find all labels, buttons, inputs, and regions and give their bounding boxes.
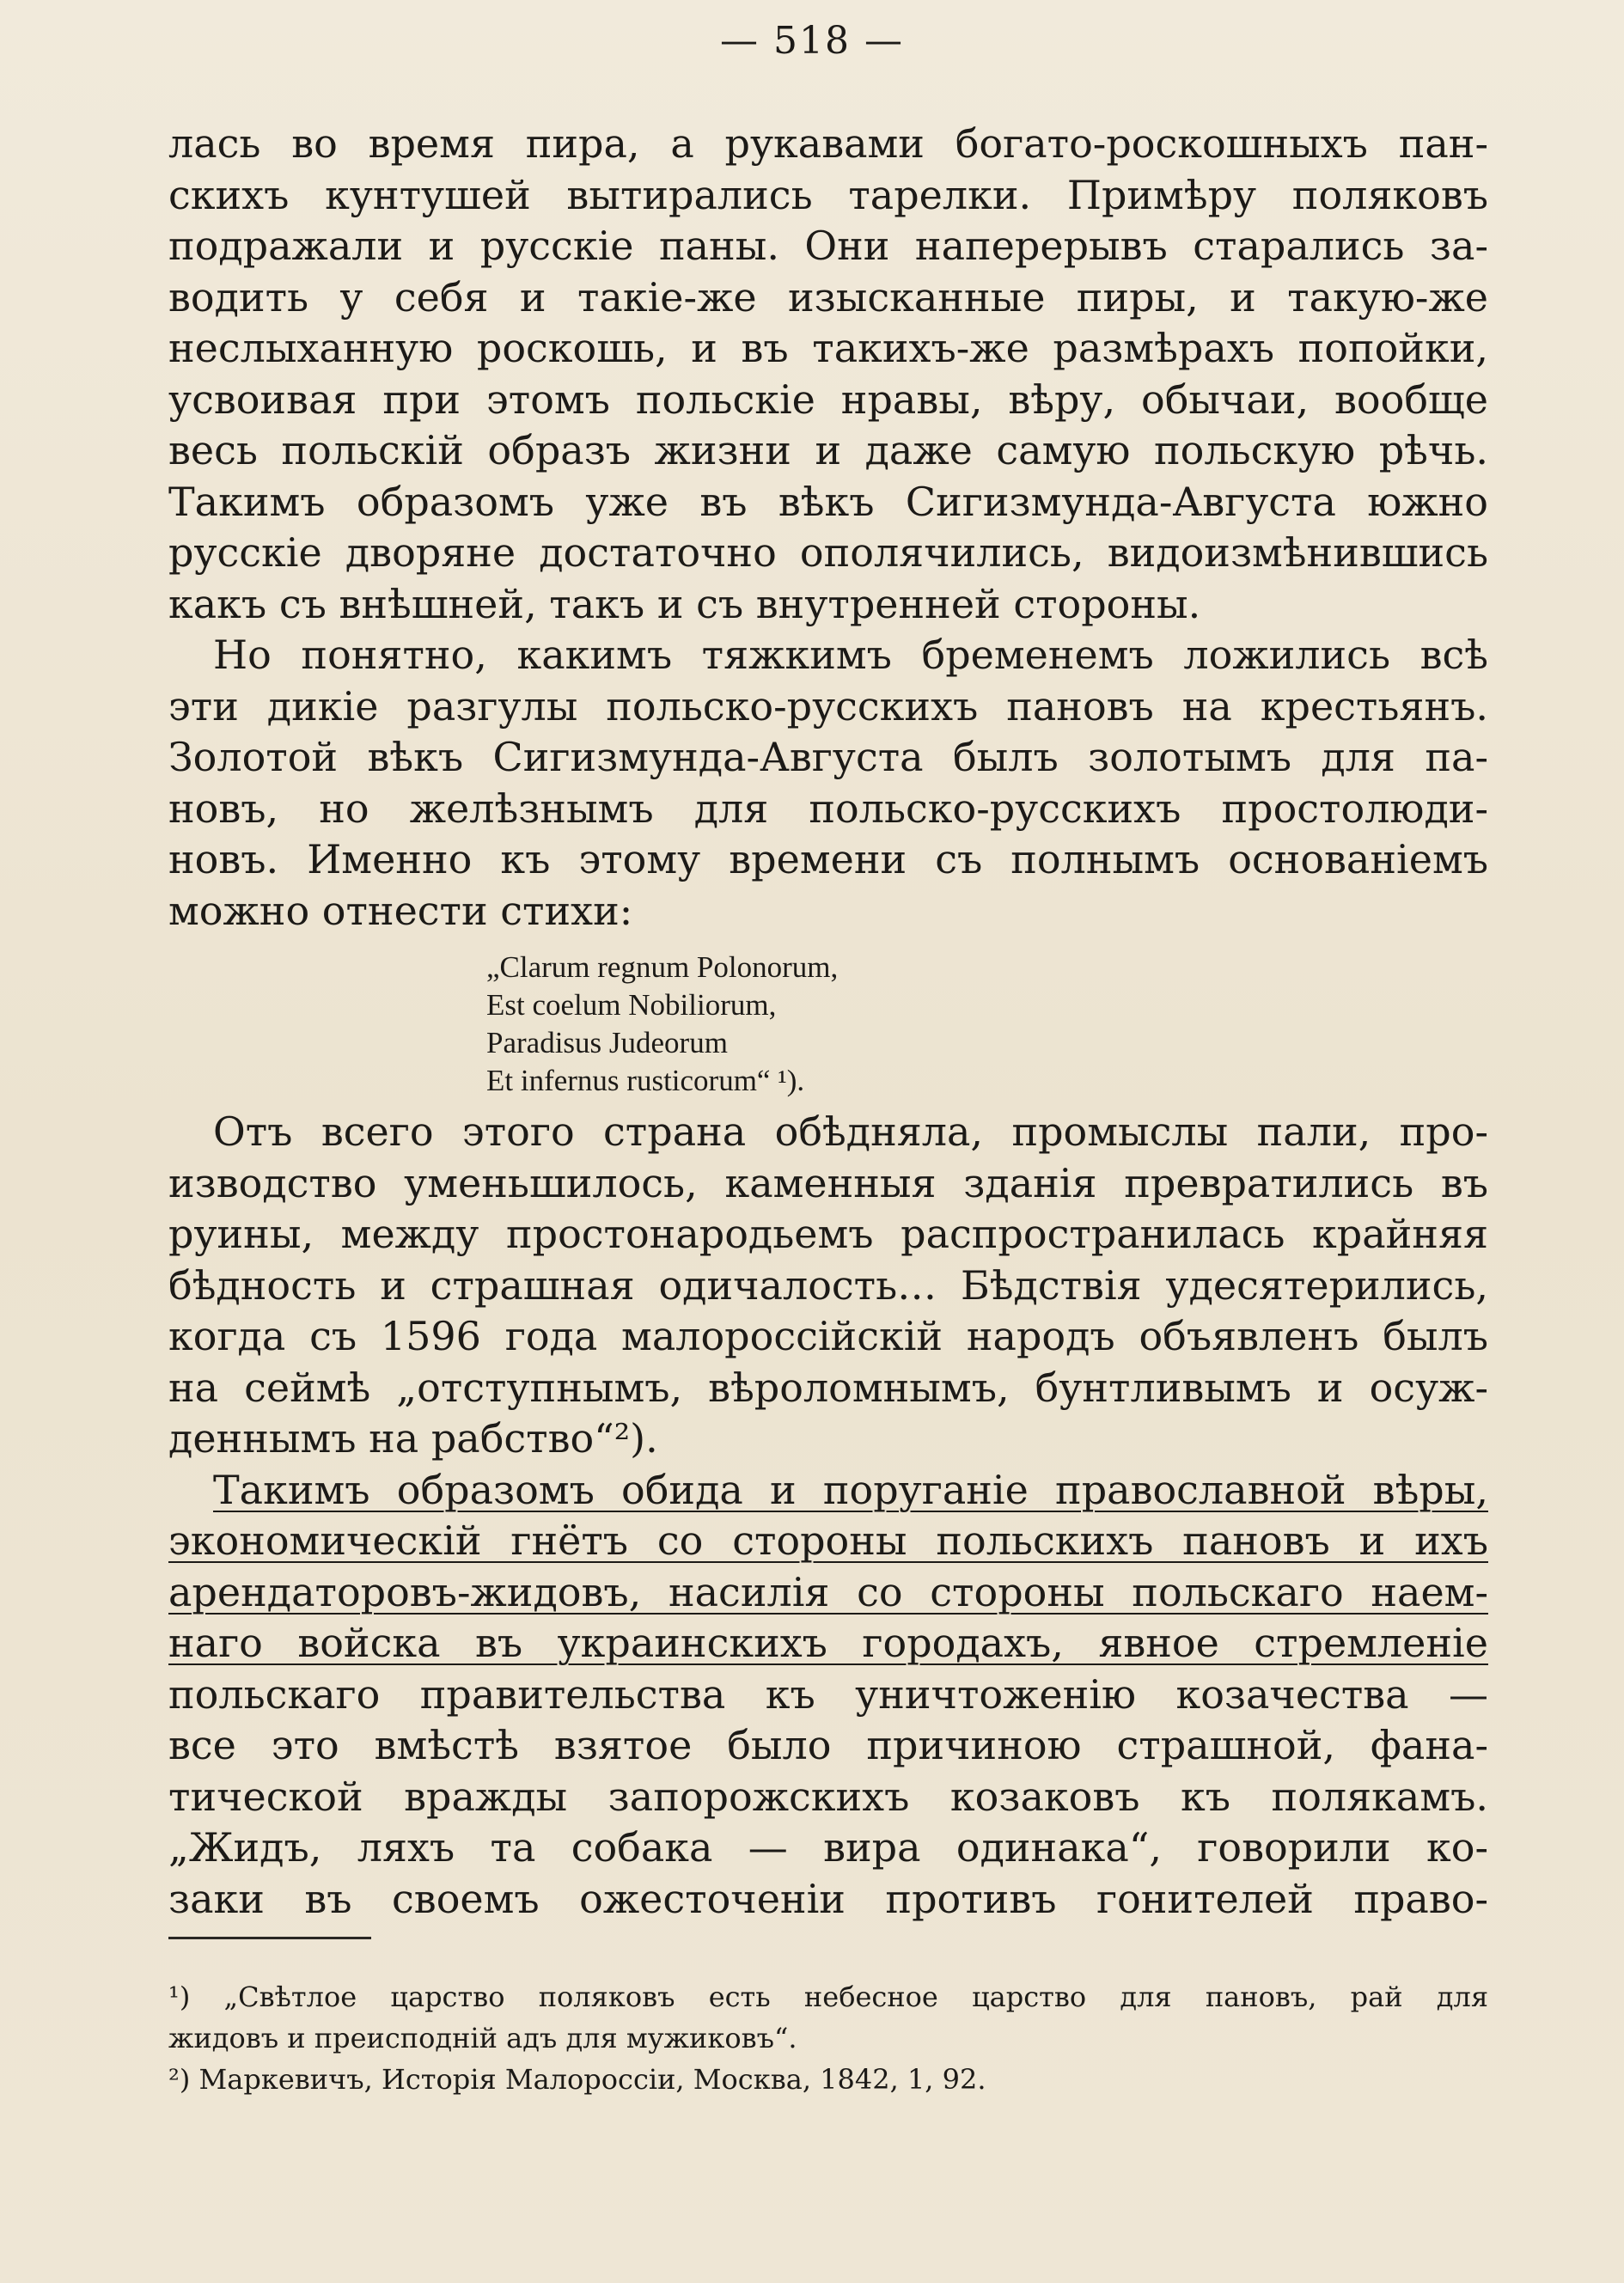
footnote-1 [168,1976,1488,2059]
verse-line: Et infernus rusticorum“ ¹). [486,1064,805,1097]
text-line: новъ. Именно къ этому времени съ полнымъ основаніемъ [168,836,1488,882]
text-line: неслыханную роскошь, и въ такихъ-же размѣрахъ попойки, [168,325,1488,371]
footnote-2 [168,2059,1488,2100]
text-line: „Жидъ, ляхъ та собака — вира одинака“, говорили ко- [168,1824,1488,1871]
verse-line: „Clarum regnum Polonorum, [486,950,839,984]
underlined-text-line: арендаторовъ-жидовъ, насилія со стороны польскаго наем- [168,1568,1488,1615]
text-line: Такимъ образомъ уже въ вѣкъ Сигизмунда-Августа южно [168,478,1488,525]
text-line: водить у себя и такіе-же изысканные пиры, и такую-же [168,273,1488,320]
text-line: весь польскій образъ жизни и даже самую польскую рѣчь. [168,427,1488,473]
text-line: изводство уменьшилось, каменныя зданія превратились въ [168,1159,1488,1206]
text-line: скихъ кунтушей вытирались тарелки. Примѣру поляковъ [168,171,1488,218]
text-line: тической вражды запорожскихъ козаковъ къ полякамъ. [168,1773,1488,1820]
paragraph-1 [168,119,1488,630]
footnote-divider [168,1937,371,1939]
text-line: деннымъ на рабство“²). [168,1415,658,1462]
text-line: усвоивая при этомъ польскіе нравы, вѣру, обычаи, вообще [168,375,1488,423]
text-line: эти дикіе разгулы польско-русскихъ пановъ на крестьянъ. [168,682,1488,729]
underlined-text-line: Такимъ образомъ обида и поруганіе православной вѣры, [213,1466,1488,1513]
text-line: русскіе дворяне достаточно ополячились, видоизмѣнившись [168,529,1488,576]
text-line: заки въ своемъ ожесточеніи противъ гонителей право- [168,1875,1488,1922]
verse-line: Est coelum Nobiliorum, [486,988,777,1022]
text-line: бѣдность и страшная одичалость… Бѣдствія удесятерились, [168,1261,1488,1309]
text-line: Золотой вѣкъ Сигизмунда-Августа былъ золотымъ для па- [168,734,1488,780]
page-number: — 518 — [720,19,904,63]
footnotes [168,1976,1488,2100]
underlined-text-line: наго войска въ украинскихъ городахъ, явное стремленіе [168,1620,1488,1666]
text-line: подражали и русскіе паны. Они наперерывъ старались за- [168,223,1488,269]
text-line: польскаго правительства къ уничтоженію козачества — [168,1670,1488,1718]
text-line: новъ, но желѣзнымъ для польско-русскихъ простолюди- [168,784,1488,832]
text-line: все это вмѣстѣ взятое было причиною страшной, фана- [168,1722,1488,1768]
text-line: можно отнести стихи: [168,887,633,934]
text-line: какъ съ внѣшней, такъ и съ внутренней стороны. [168,580,1201,627]
text-line: Отъ всего этого страна обѣдняла, промыслы пали, про- [213,1108,1488,1155]
text-line: когда съ 1596 года малороссійскій народъ объявленъ былъ [168,1313,1488,1359]
footnote-line: жидовъ и преисподній адъ для мужиковъ“. [168,2022,797,2054]
footnote-line: ²) Маркевичъ, Исторія Малороссіи, Москва, 1842, 1, 92. [168,2063,986,2096]
text-line: Но понятно, какимъ тяжкимъ бременемъ ложились всѣ [213,632,1488,678]
latin-verse [168,949,1488,1100]
paragraph-3 [168,1107,1488,1465]
verse-line: Paradisus Judeorum [486,1026,728,1059]
paragraph-4 [168,1465,1488,1926]
text-line: на сеймѣ „отступнымъ, вѣроломнымъ, бунтливымъ и осуж- [168,1364,1488,1411]
underlined-text-line: экономическій гнётъ со стороны польскихъ пановъ и ихъ [168,1517,1488,1564]
text-line: лась во время пира, а рукавами богато-роскошныхъ пан- [168,120,1488,167]
main-text [168,119,1488,1925]
paragraph-2 [168,630,1488,937]
text-line: руины, между простонародьемъ распространилась крайняя [168,1211,1488,1257]
footnote-line: ¹) „Свѣтлое царство поляковъ есть небесное царство для пановъ, рай для [168,1981,1488,2013]
